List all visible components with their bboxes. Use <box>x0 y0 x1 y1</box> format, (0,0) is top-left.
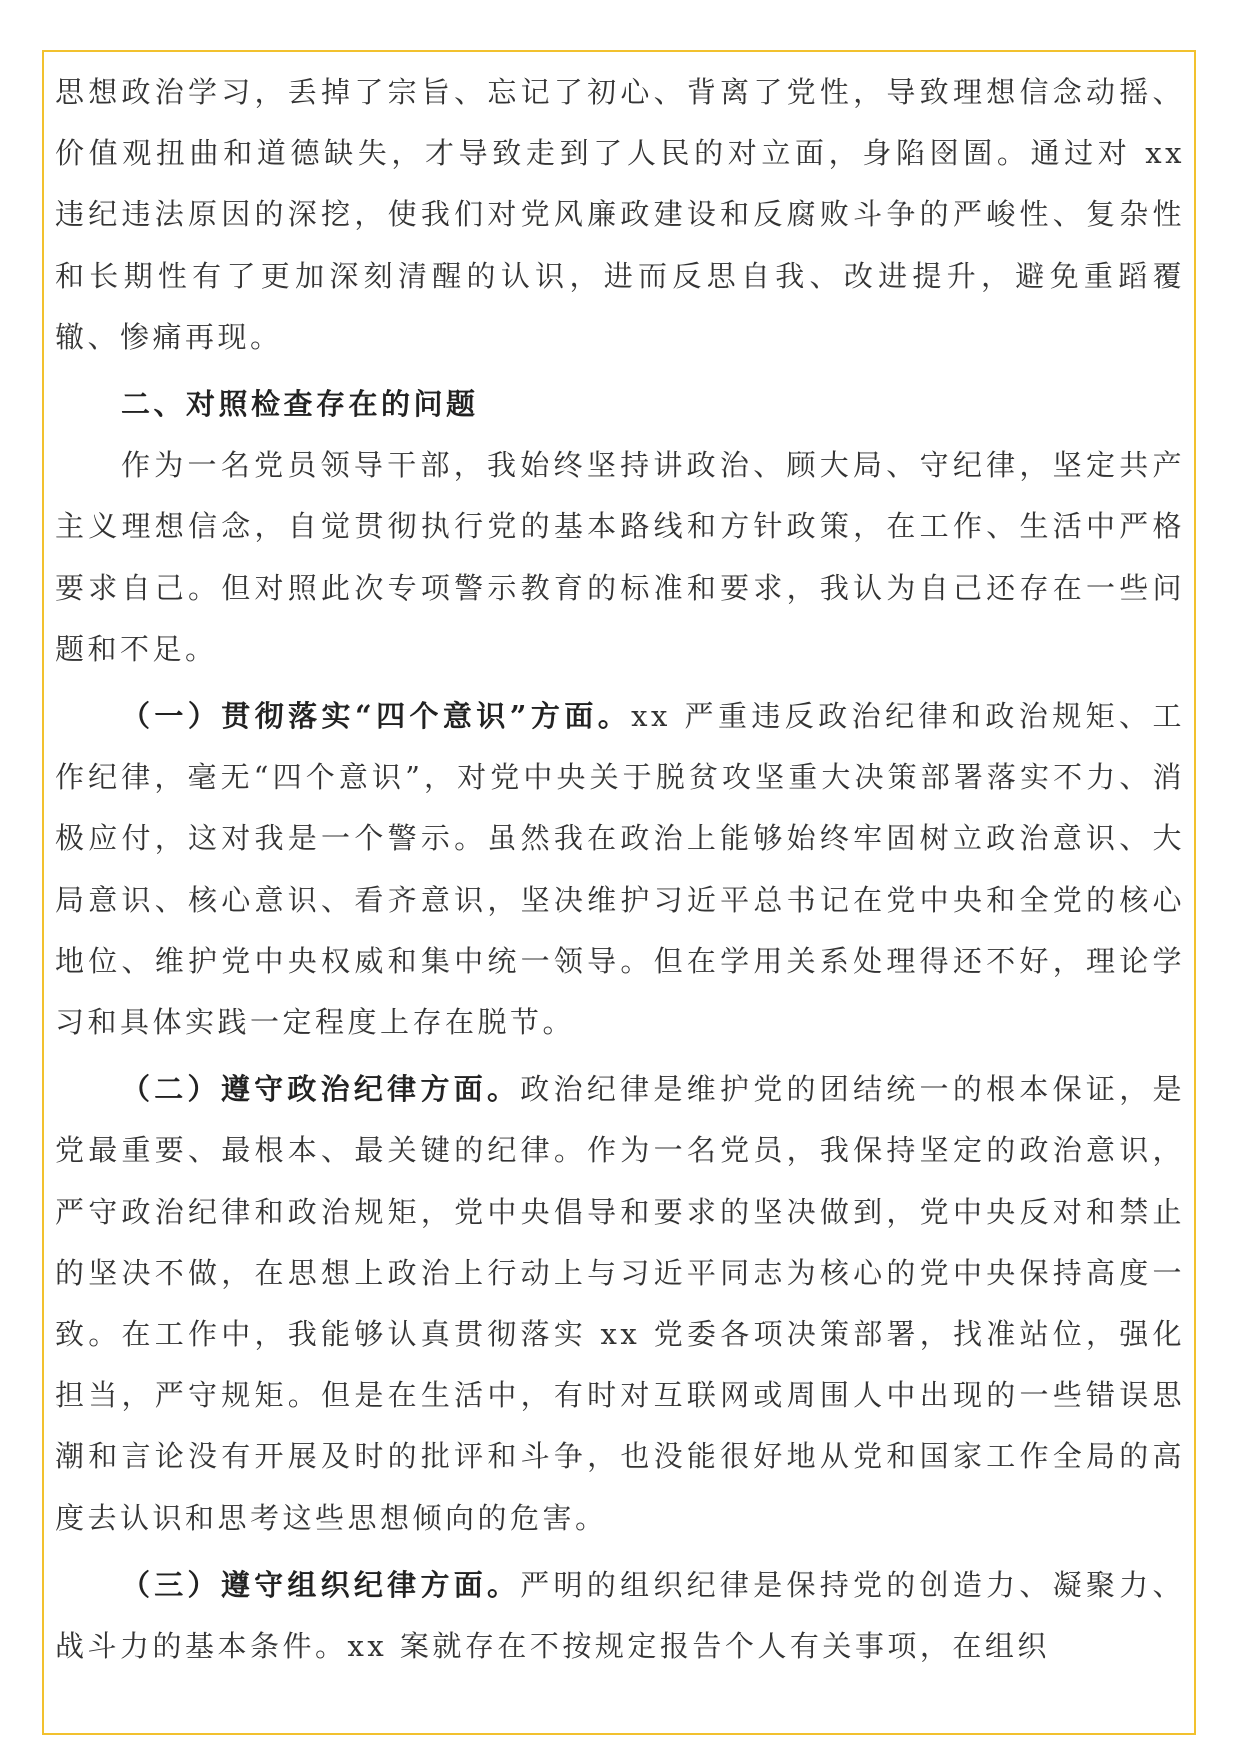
paragraph-organizational-discipline <box>55 1555 1185 1677</box>
paragraph-self-assessment <box>55 435 1185 680</box>
paragraph-text: xx 严重违反政治纪律和政治规矩、工作纪律，毫无“四个意识”，对党中央关于脱贫攻坚重大决策部署落实不力、消极应付，这对我是一个警示。虽然我在政治上能够始终牢固树立政治意识、大局意识、核心意识、看齐意识，坚决维护习近平总书记在党中央和全党的核心地位、维护党中央权威和集中统一领导。但在学用关系处理得还不好，理论学习和具体实践一定程度上存在脱节。 <box>55 699 1185 1040</box>
paragraph-political-discipline <box>55 1059 1185 1549</box>
paragraph-lead-heading: （二）遵守政治纪律方面。 <box>121 1072 521 1107</box>
paragraph-intro-continued <box>55 62 1185 368</box>
paragraph-lead-heading: （三）遵守组织纪律方面。 <box>121 1567 521 1602</box>
document-body <box>55 62 1185 1677</box>
paragraph-text: 政治纪律是维护党的团结统一的根本保证，是党最重要、最根本、最关键的纪律。作为一名党员，我保持坚定的政治意识，严守政治纪律和政治规矩，党中央倡导和要求的坚决做到，党中央反对和禁止的坚决不做，在思想上政治上行动上与习近平同志为核心的党中央保持高度一致。在工作中，我能够认真贯彻落实 xx 党委各项决策部署，找准站位，强化担当，严守规矩。但是在生活中，有时对互联网或周围人中出现的一些错误思潮和言论没有开展及时的批评和斗争，也没能很好地从党和国家工作全局的高度去认识和思考这些思想倾向的危害。 <box>55 1072 1185 1535</box>
paragraph-lead-heading: （一）贯彻落实“四个意识”方面。 <box>121 699 632 734</box>
paragraph-four-consciousness <box>55 686 1185 1053</box>
paragraph-text: 作为一名党员领导干部，我始终坚持讲政治、顾大局、守纪律，坚定共产主义理想信念，自觉贯彻执行党的基本路线和方针政策，在工作、生活中严格要求自己。但对照此次专项警示教育的标准和要求，我认为自己还存在一些问题和不足。 <box>55 448 1185 666</box>
paragraph-text: 思想政治学习，丢掉了宗旨、忘记了初心、背离了党性，导致理想信念动摇、价值观扭曲和道德缺失，才导致走到了人民的对立面，身陷囹圄。通过对 xx 违纪违法原因的深挖，使我们对党风廉政建设和反腐败斗争的严峻性、复杂性和长期性有了更加深刻清醒的认识，进而反思自我、改进提升，避免重蹈覆辙、惨痛再现。 <box>55 75 1185 354</box>
section-heading-problems <box>55 374 1185 435</box>
heading-text: 二、对照检查存在的问题 <box>121 387 479 422</box>
paragraph-text: 严明的组织纪律是保持党的创造力、凝聚力、战斗力的基本条件。xx 案就存在不按规定报告个人有关事项，在组织 <box>55 1567 1185 1664</box>
